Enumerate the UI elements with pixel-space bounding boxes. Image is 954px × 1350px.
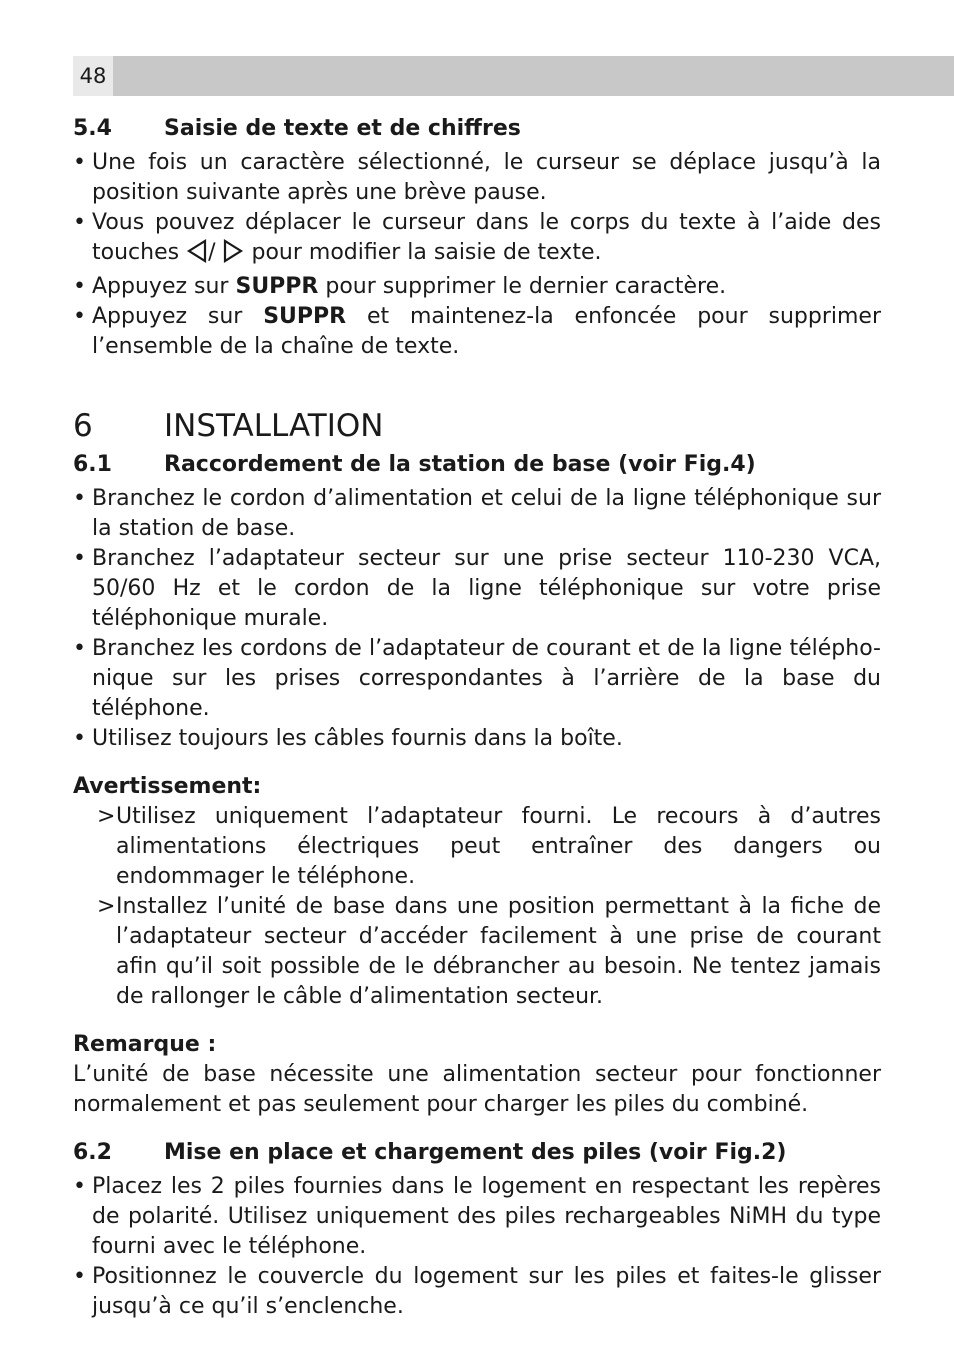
warning-list [73,802,881,1012]
text: Vous pouvez déplacer le curseur dans le corps du texte à l’aide des touches [92,210,881,265]
list-item [73,302,881,362]
section-6-1-heading [73,450,881,480]
section-number: 6.2 [73,1140,112,1165]
list-item: • Une fois un caractère sélectionné, le curseur se déplace jusqu’à la position suivante après une brève pause. [73,148,881,208]
section-number: 6 [73,408,93,444]
section-5-4-heading [73,114,881,144]
warning-label: Avertissement: [73,774,262,799]
text: Appuyez sur [92,304,264,329]
list-item: > Installez l’unité de base dans une position permettant à la fiche de l’adaptateur secteur d’accéder facilement à une prise de courant afin qu’il soit possible de le débrancher au besoin. Ne tentez jamais de rallonger le câble d’alimentation secteur. [97,892,881,1012]
list-item: • Positionnez le couvercle du logement sur les piles et faites-le glisser jusqu’à ce qu’il s’enclenche. [73,1262,881,1322]
section-6-1-list [73,484,881,754]
list-item: • Placez les 2 piles fournies dans le logement en respectant les repères de polarité. Utilisez uniquement des piles rechargeables NiMH du type fourni avec le téléphone. [73,1172,881,1262]
list-item: • Branchez les cordons de l’adaptateur de courant et de la ligne télépho-nique sur les prises correspondantes à l’arrière de la base du téléphone. [73,634,881,724]
section-title: Mise en place et chargement des piles (voir Fig.2) [164,1140,787,1165]
section-6-2-heading [73,1138,881,1168]
list-item: • Branchez l’adaptateur secteur sur une prise secteur 110-230 VCA, 50/60 Hz et le cordon de la ligne téléphonique sur votre prise téléphonique murale. [73,544,881,634]
section-number: 5.4 [73,116,112,141]
section-title: Raccordement de la station de base (voir Fig.4) [164,452,756,477]
list-item [73,208,881,272]
list-item: • Utilisez toujours les câbles fournis dans la boîte. [73,724,881,754]
left-triangle-icon [186,239,208,272]
section-6-heading [73,406,881,446]
separator: / [208,240,216,265]
text: pour modifier la saisie de texte. [244,240,602,265]
text: Appuyez sur [92,274,236,299]
right-triangle-icon [222,239,244,272]
note-label: Remarque : [73,1032,217,1057]
list-item: • Branchez le cordon d’alimentation et celui de la ligne téléphonique sur la station de base. [73,484,881,544]
text: et maintenez-la enfoncée pour supprimer l’ensemble de la chaîne de texte. [92,304,881,359]
key-name: SUPPR [263,304,347,329]
note-text: L’unité de base nécessite une alimentation secteur pour fonctionner normalement et pas seulement pour charger les piles du combiné. [73,1062,881,1117]
page-content [73,114,881,1322]
page-number: 48 [73,56,113,96]
list-item: > Utilisez uniquement l’adaptateur fourni. Le recours à d’autres alimentations électriques peut entraîner des dangers ou endommager le téléphone. [97,802,881,892]
section-title: Saisie de texte et de chiffres [164,116,521,141]
list-item [73,272,881,302]
section-title: INSTALLATION [164,408,384,444]
key-name: SUPPR [235,274,319,299]
text: pour supprimer le dernier caractère. [318,274,727,299]
section-number: 6.1 [73,452,112,477]
section-6-2-list [73,1172,881,1322]
section-5-4-list [73,148,881,362]
page-header-bar [73,56,954,96]
